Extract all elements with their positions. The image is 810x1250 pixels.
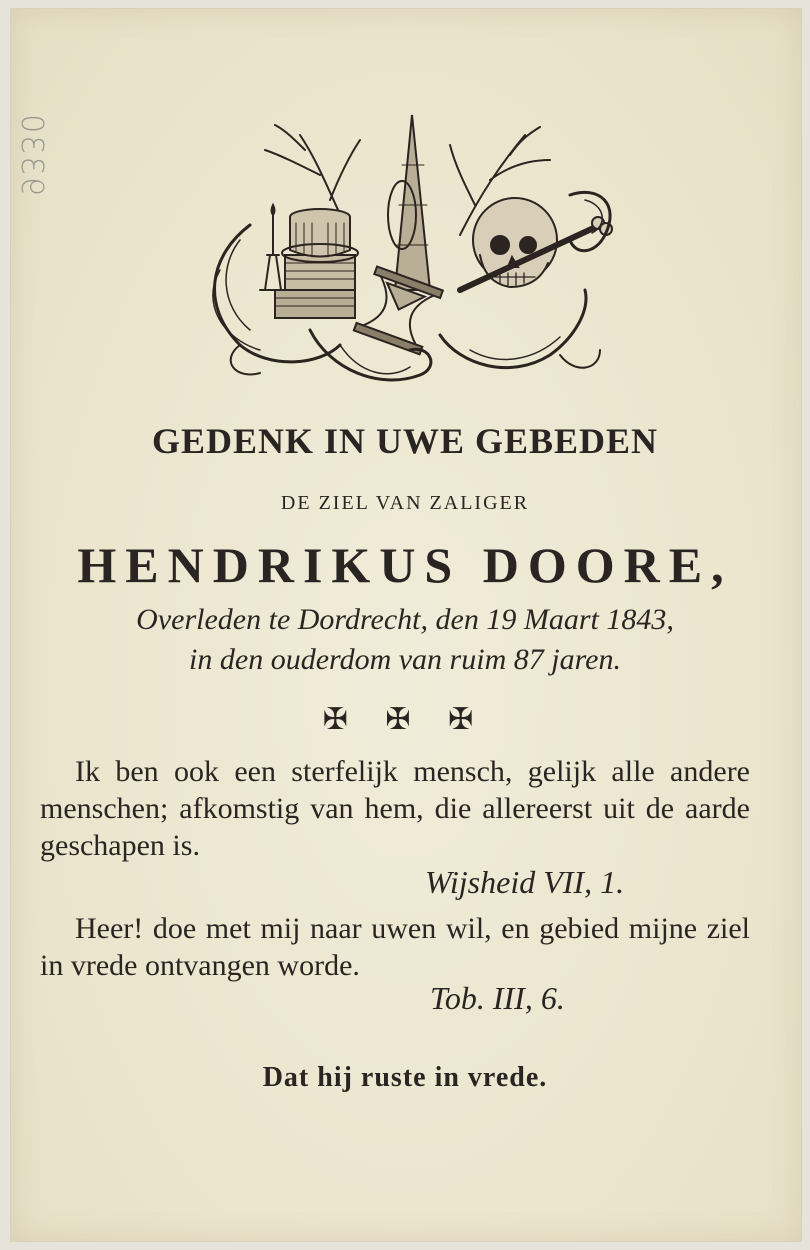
death-details: Overleden te Dordrecht, den 19 Maart 1843,	[136, 603, 674, 636]
scripture-verse-1: Ik ben ook een sterfelijk mensch, gelijk alle andere menschen; afkomstig van hem, die allereerst uit de aarde geschapen is.	[40, 755, 750, 862]
scripture-reference-2: Tob. III, 6.	[430, 980, 565, 1016]
scripture-reference-1: Wijsheid VII, 1.	[425, 864, 625, 900]
deceased-name: HENDRIKUS DOORE,	[77, 537, 733, 593]
scripture-verse-2: Heer! doe met mij naar uwen wil, en gebied mijne ziel in vrede ontvangen worde.	[40, 912, 750, 982]
crosses-ornament-icon: ✠ ✠ ✠	[322, 702, 488, 737]
memento-mori-vignette-icon	[180, 105, 630, 395]
soul-of-subheading: DE ZIEL VAN ZALIGER	[280, 492, 530, 514]
prayer-heading: GEDENK IN UWE GEBEDEN	[151, 421, 659, 461]
closing-blessing: Dat hij ruste in vrede.	[262, 1062, 548, 1093]
age-at-death: in den ouderdom van ruim 87 jaren.	[189, 643, 621, 676]
inventory-number: 9330	[14, 112, 49, 197]
